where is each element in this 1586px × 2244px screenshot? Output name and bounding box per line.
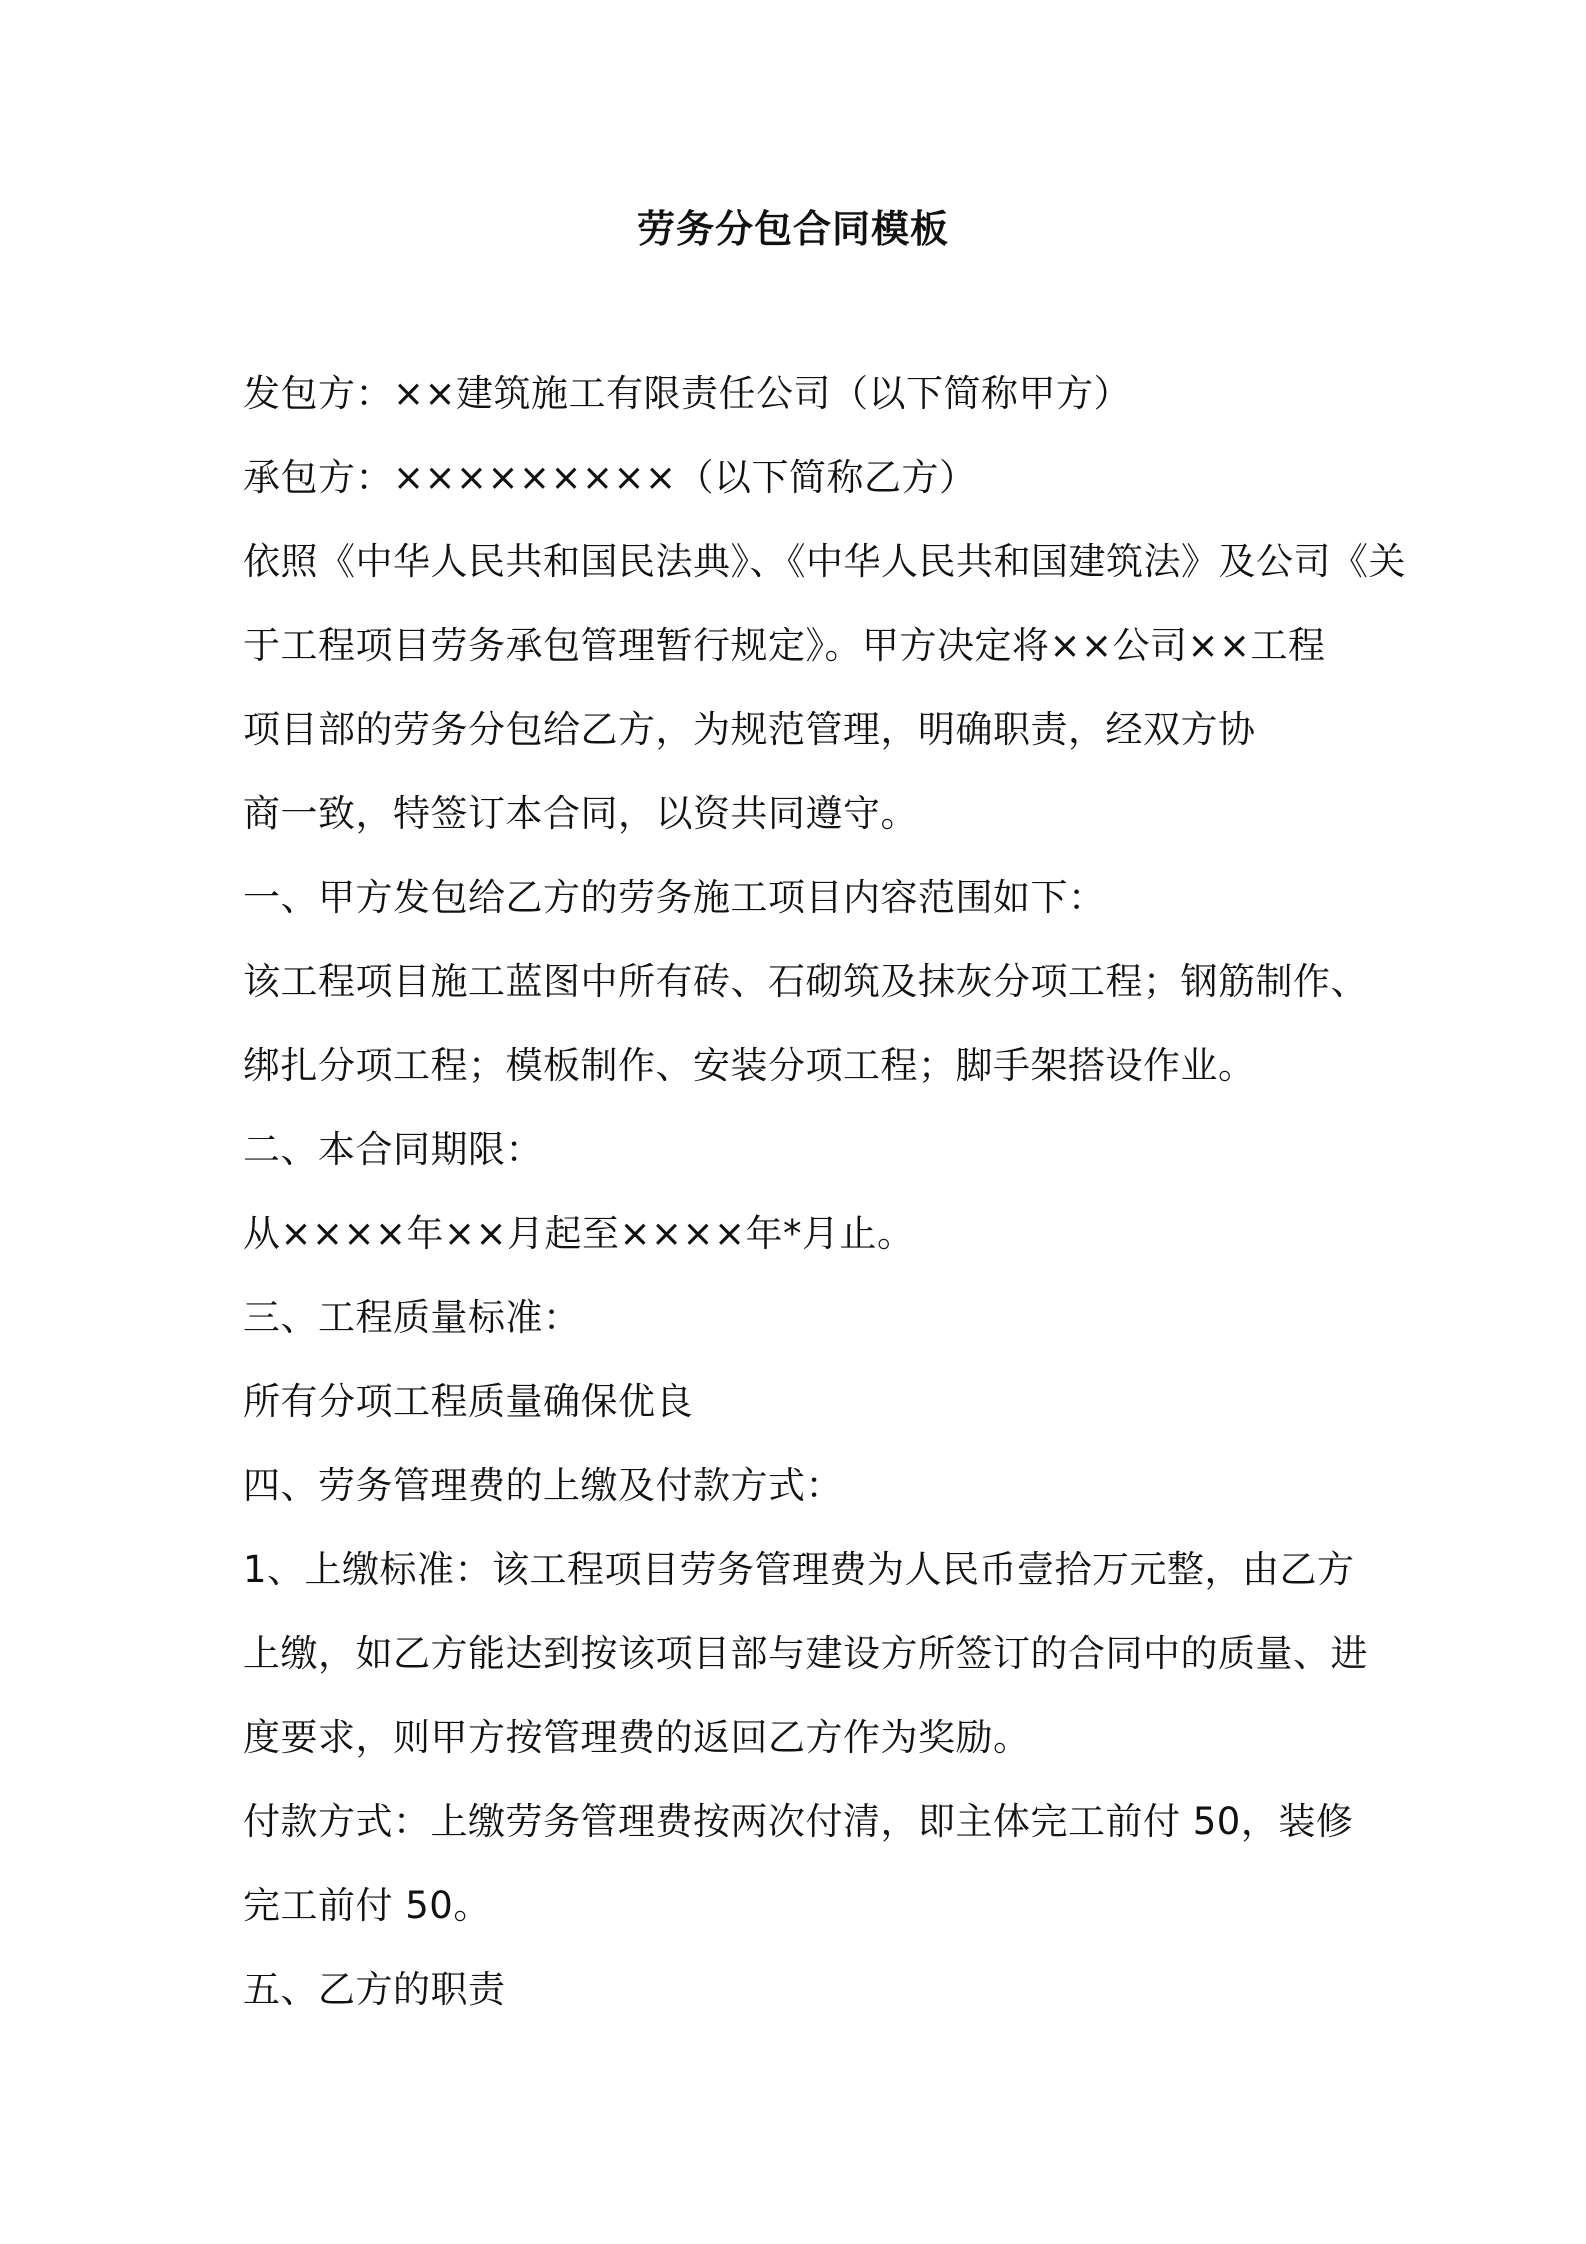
section-text: 绑扎分项工程；模板制作、安装分项工程；脚手架搭设作业。: [243, 1044, 1256, 1087]
party-a-line: 发包方：××建筑施工有限责任公司（以下简称甲方）: [243, 372, 1132, 415]
section-text: 付款方式：上缴劳务管理费按两次付清，即主体完工前付 50，装修: [243, 1800, 1354, 1843]
preamble-line: 依照《中华人民共和国民法典》、《中华人民共和国建筑法》及公司《关: [243, 540, 1406, 583]
section-text: 1、上缴标准：该工程项目劳务管理费为人民币壹拾万元整，由乙方: [243, 1548, 1355, 1591]
section-heading: 五、乙方的职责: [243, 1968, 506, 2011]
section-text: 从××××年××月起至××××年*月止。: [243, 1212, 915, 1255]
section-heading: 三、工程质量标准：: [243, 1296, 581, 1339]
preamble-line: 项目部的劳务分包给乙方，为规范管理，明确职责，经双方协: [243, 708, 1256, 751]
preamble-line: 商一致，特签订本合同，以资共同遵守。: [243, 792, 918, 835]
section-text: 所有分项工程质量确保优良: [243, 1380, 693, 1423]
document-body: [243, 368, 1406, 2048]
preamble-line: 于工程项目劳务承包管理暂行规定》。甲方决定将××公司××工程: [243, 624, 1326, 667]
section-text: 上缴，如乙方能达到按该项目部与建设方所签订的合同中的质量、进: [243, 1632, 1368, 1675]
section-heading: 四、劳务管理费的上缴及付款方式：: [243, 1464, 843, 1507]
document-title: 劳务分包合同模板: [636, 207, 949, 251]
section-text: 度要求，则甲方按管理费的返回乙方作为奖励。: [243, 1716, 1031, 1759]
section-text: 完工前付 50。: [243, 1884, 491, 1927]
section-heading: 二、本合同期限：: [243, 1128, 543, 1171]
section-heading: 一、甲方发包给乙方的劳务施工项目内容范围如下：: [243, 876, 1106, 919]
section-text: 该工程项目施工蓝图中所有砖、石砌筑及抹灰分项工程；钢筋制作、: [243, 960, 1368, 1003]
party-b-line: 承包方：×××××××××（以下简称乙方）: [243, 456, 977, 499]
